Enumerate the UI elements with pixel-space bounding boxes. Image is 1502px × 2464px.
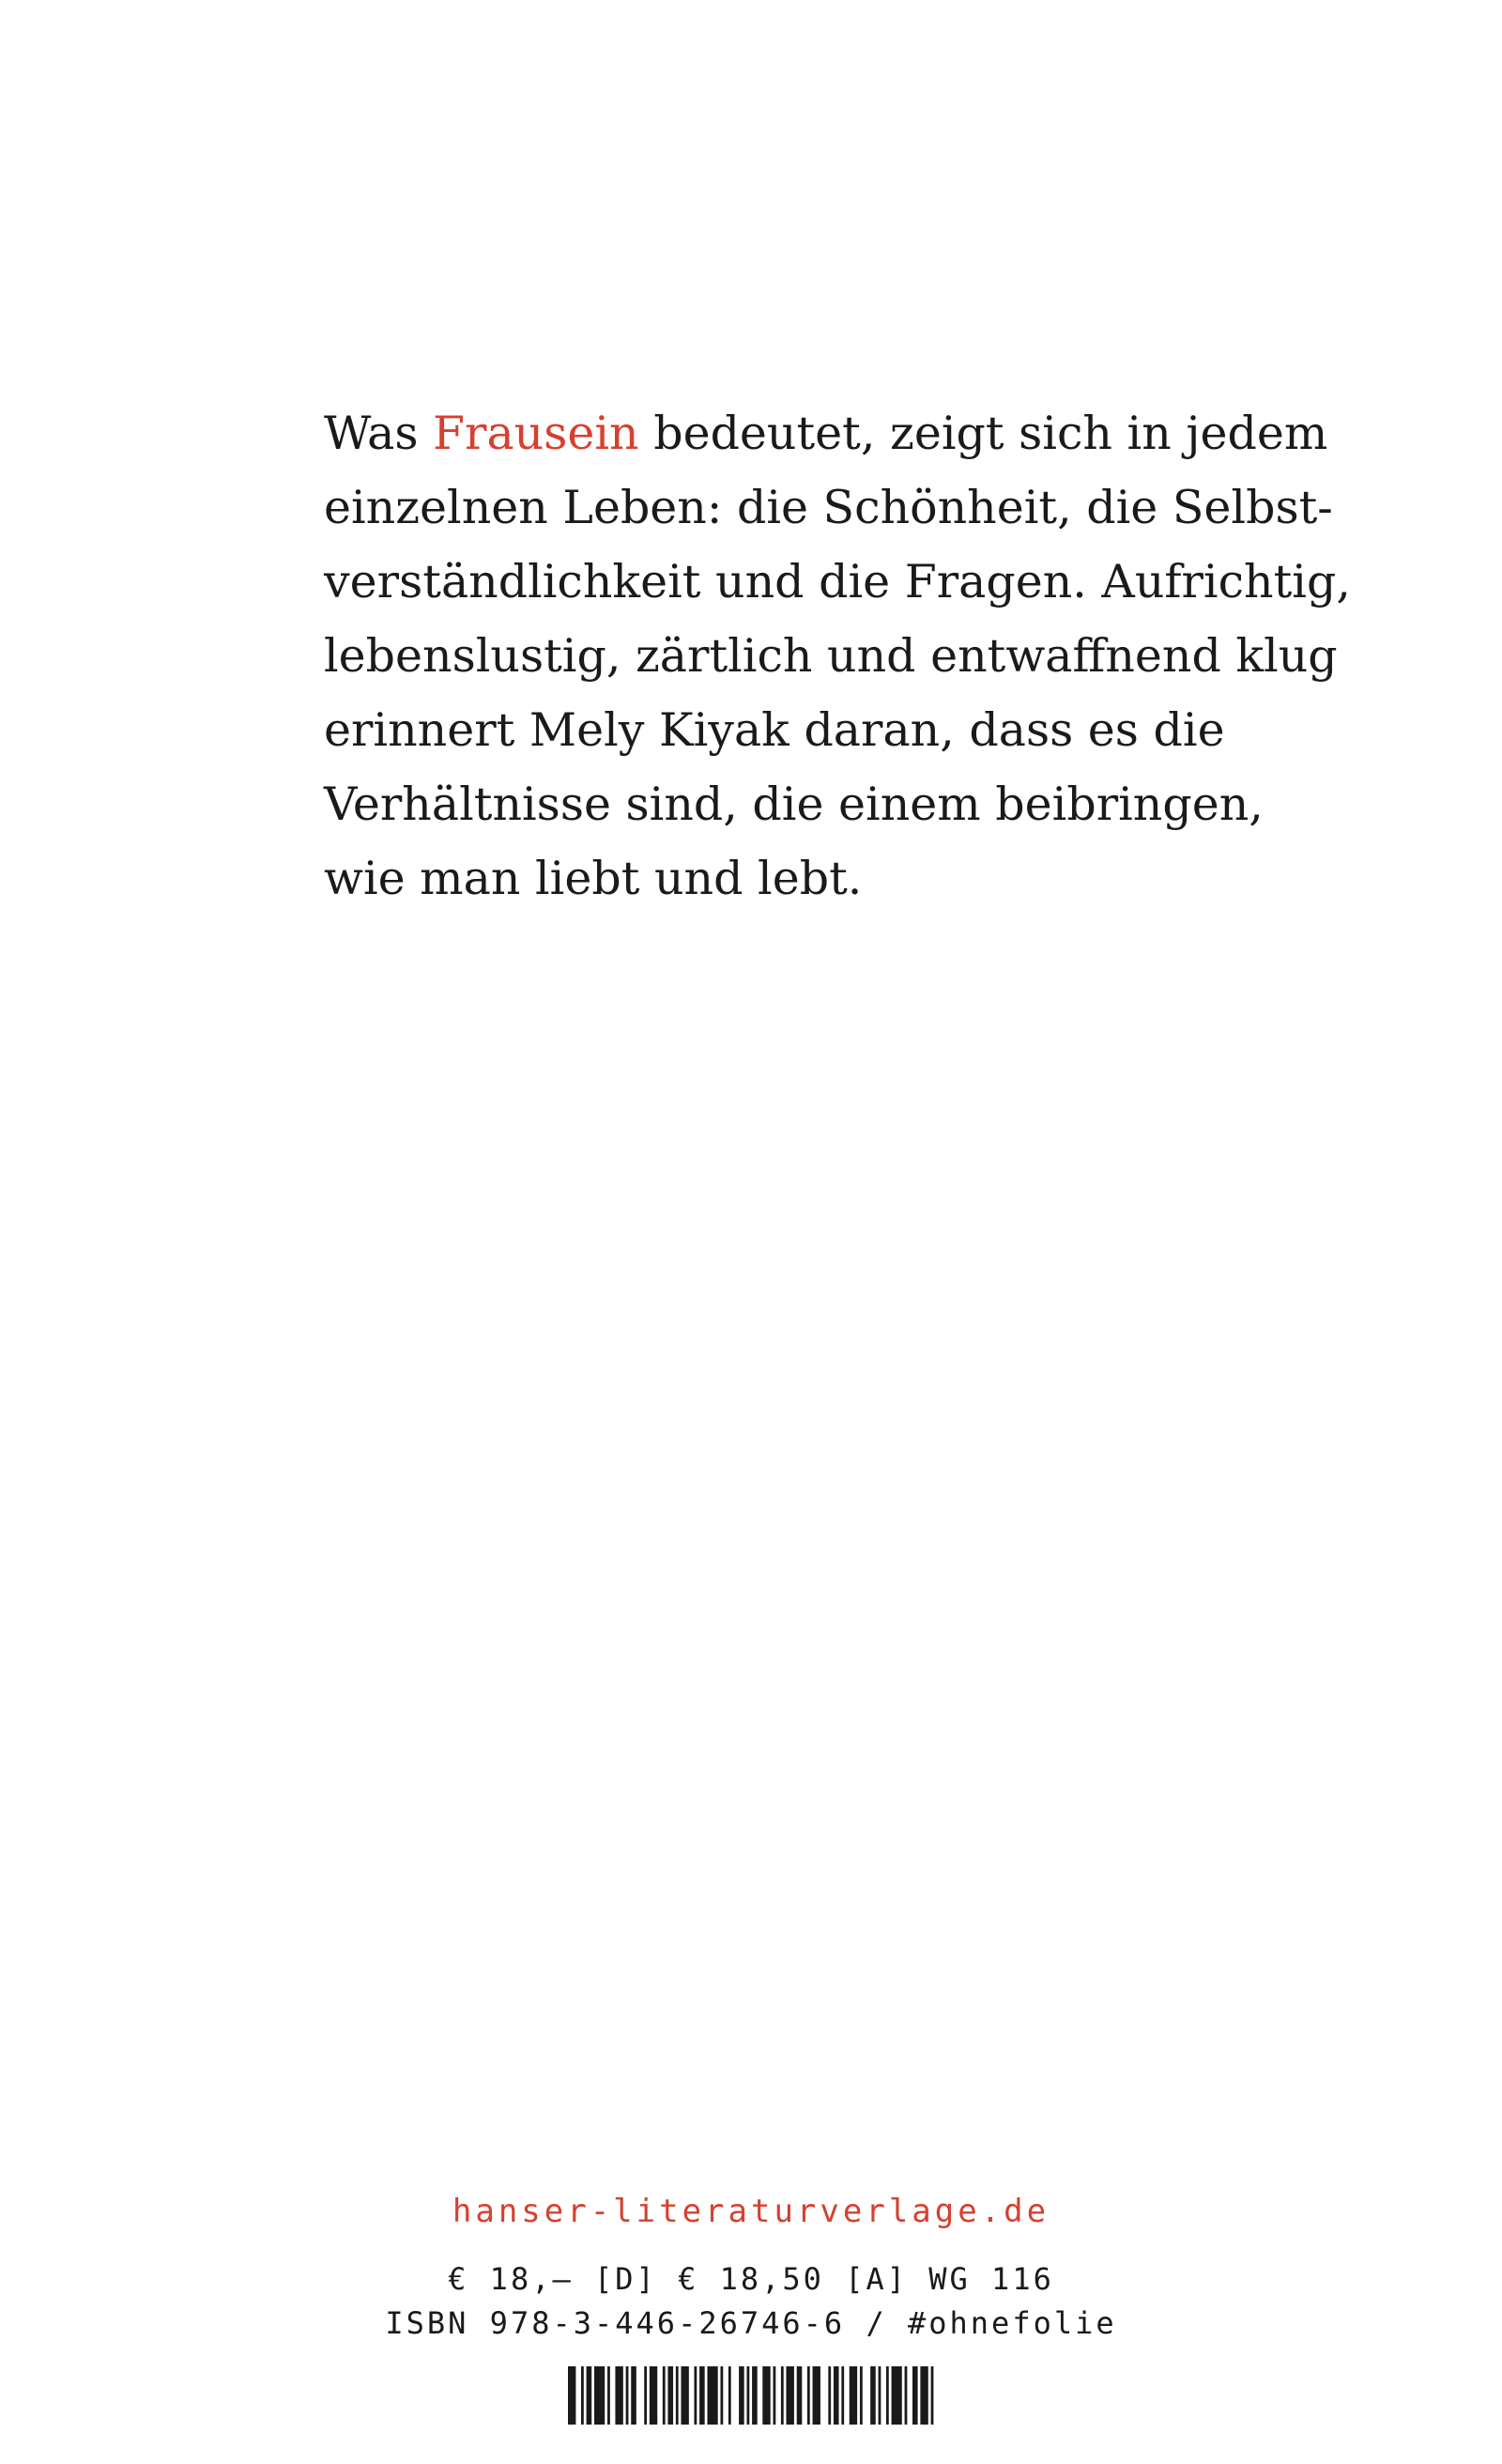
blurb-line-6: Verhältnisse sind, die einem beibringen, bbox=[324, 778, 1264, 831]
isbn-line: ISBN 978-3-446-26746-6 / #ohnefolie bbox=[385, 2305, 1117, 2341]
blurb-line-3: verständlichkeit und die Fragen. Aufrichtig, bbox=[324, 555, 1351, 608]
blurb-line-7: wie man liebt und lebt. bbox=[324, 852, 863, 905]
highlight-word: Frausein bbox=[433, 407, 639, 460]
barcode-icon bbox=[568, 2366, 939, 2425]
back-cover-blurb bbox=[324, 396, 1351, 916]
blurb-line-5: erinnert Mely Kiyak daran, dass es die bbox=[324, 703, 1225, 757]
blurb-line-1-start: Was bbox=[324, 407, 434, 460]
blurb-line-1 bbox=[324, 396, 1328, 470]
blurb-line-4: lebenslustig, zärtlich und entwaffnend klug bbox=[324, 629, 1338, 683]
publisher-website[interactable]: hanser-literaturverlage.de bbox=[452, 2193, 1050, 2230]
blurb-line-2: einzelnen Leben: die Schönheit, die Selbst- bbox=[324, 481, 1333, 534]
blurb-line-1-end: bedeutet, zeigt sich in jedem bbox=[638, 407, 1328, 460]
price-line: € 18,– [D] € 18,50 [A] WG 116 bbox=[448, 2261, 1054, 2297]
